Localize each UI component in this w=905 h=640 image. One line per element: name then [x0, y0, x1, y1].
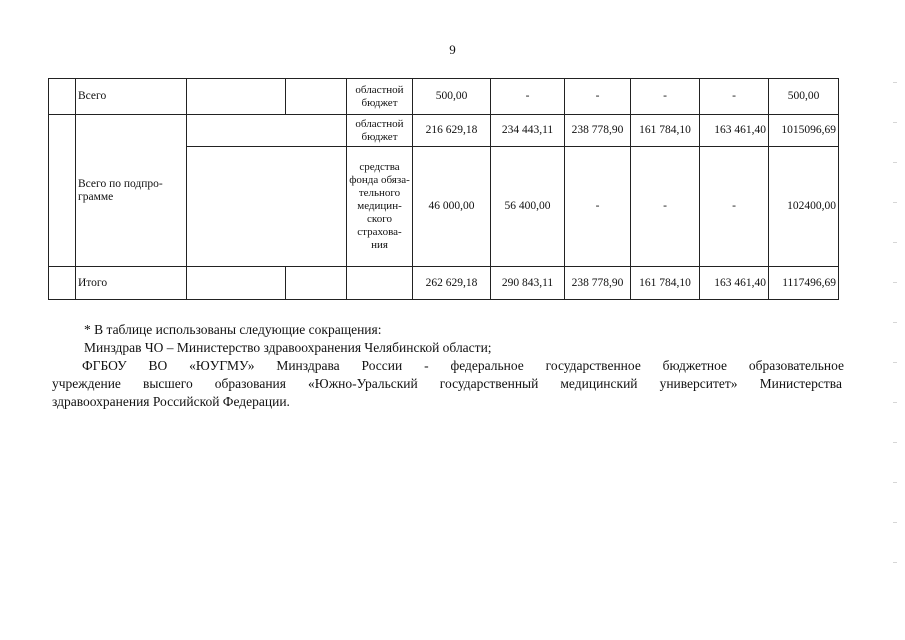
value-cell: 262 629,18 [413, 267, 491, 300]
footnote-title: * В таблице использованы следующие сокращения: [84, 322, 382, 337]
value-cell: 500,00 [769, 79, 839, 115]
table-cell [187, 79, 286, 115]
table-cell [49, 267, 76, 300]
footnote-abbreviation-yugmu-cont: учреждение высшего образования «Южно-Уральский государственный медицинский университет» Министерства [52, 376, 842, 391]
table-cell [187, 147, 347, 267]
value-cell: 102400,00 [769, 147, 839, 267]
page-number: 9 [449, 42, 456, 57]
value-cell: 56 400,00 [491, 147, 565, 267]
budget-table [48, 78, 839, 300]
table-row [49, 267, 839, 300]
footnotes [52, 321, 844, 411]
value-cell: 500,00 [413, 79, 491, 115]
footnote-abbreviation-minzdrav: Минздрав ЧО – Министерство здравоохранения Челябинской области; [84, 340, 492, 355]
footnote-abbreviation-yugmu-end: здравоохранения Российской Федерации. [52, 394, 290, 409]
table-cell [187, 115, 347, 147]
footnote-abbreviation-yugmu: ФГБОУ ВО «ЮУГМУ» Минздрава России - федеральное государственное бюджетное образовательное [82, 358, 844, 373]
value-cell: 163 461,40 [700, 115, 769, 147]
value-cell: - [565, 147, 631, 267]
row-label: Всего [76, 79, 187, 115]
scan-margin-marks [893, 60, 897, 580]
table-row [49, 115, 839, 147]
table-cell [347, 267, 413, 300]
value-cell: 161 784,10 [631, 115, 700, 147]
funding-source: средства фонда обяза-тельного медицин-ского страхова-ния [347, 147, 413, 267]
value-cell: 1015096,69 [769, 115, 839, 147]
table-cell [49, 79, 76, 115]
value-cell: 161 784,10 [631, 267, 700, 300]
row-label: Итого [76, 267, 187, 300]
row-label: Всего по подпро-грамме [76, 115, 187, 267]
value-cell: 238 778,90 [565, 115, 631, 147]
value-cell: - [631, 79, 700, 115]
table-row [49, 79, 839, 115]
value-cell: 234 443,11 [491, 115, 565, 147]
table-cell [286, 79, 347, 115]
value-cell: 163 461,40 [700, 267, 769, 300]
value-cell: - [700, 147, 769, 267]
value-cell: 216 629,18 [413, 115, 491, 147]
value-cell: 1117496,69 [769, 267, 839, 300]
funding-source: областной бюджет [347, 115, 413, 147]
table-cell [187, 267, 286, 300]
value-cell: - [700, 79, 769, 115]
table-cell [49, 115, 76, 267]
value-cell: - [565, 79, 631, 115]
value-cell: 46 000,00 [413, 147, 491, 267]
value-cell: 290 843,11 [491, 267, 565, 300]
value-cell: - [631, 147, 700, 267]
value-cell: 238 778,90 [565, 267, 631, 300]
table-cell [286, 267, 347, 300]
funding-source: областной бюджет [347, 79, 413, 115]
value-cell: - [491, 79, 565, 115]
